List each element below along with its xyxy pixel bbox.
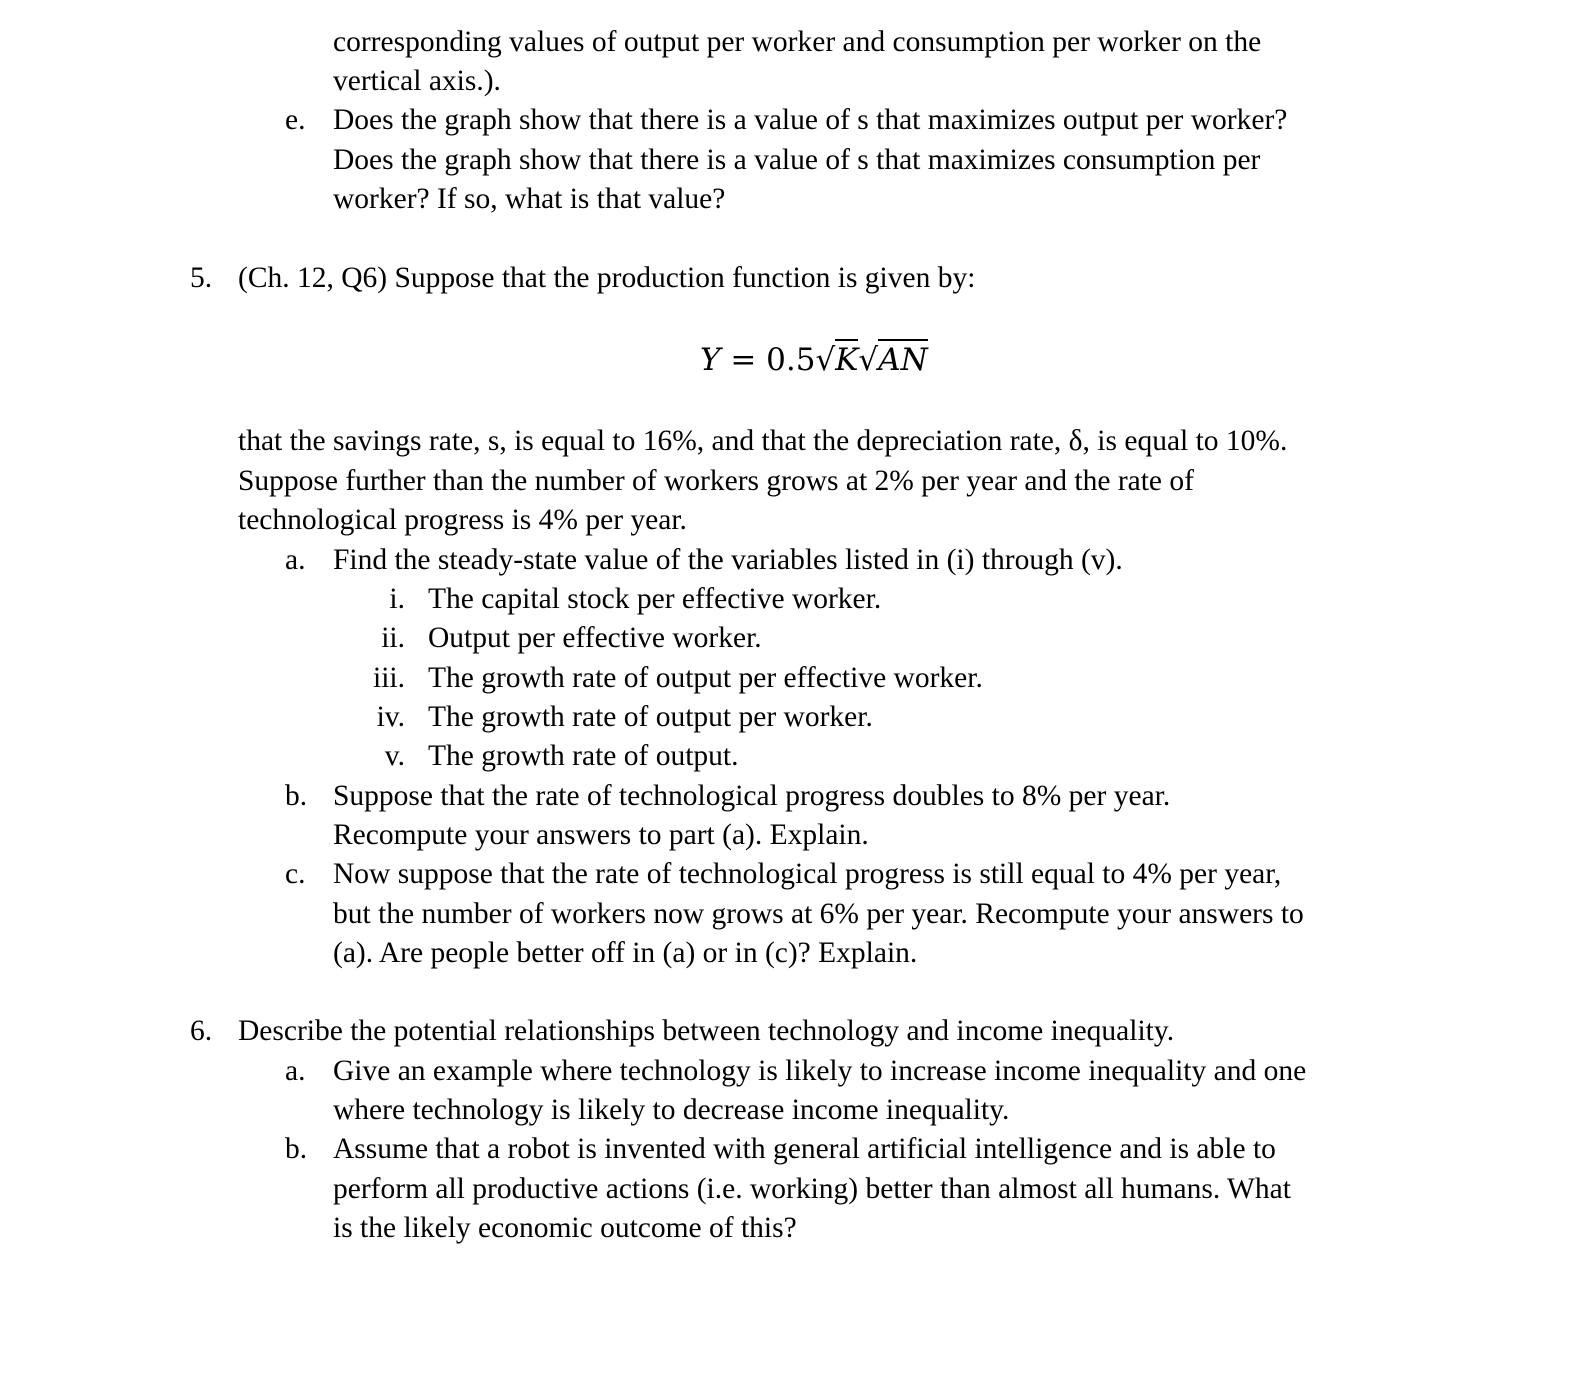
text-line: Recompute your answers to part (a). Explain. — [333, 819, 869, 851]
text-line: Assume that a robot is invented with general artificial intelligence and is able to — [333, 1133, 1276, 1165]
list-item: The growth rate of output per worker. — [428, 701, 873, 733]
question-number: 6. — [190, 1015, 213, 1047]
list-item: The capital stock per effective worker. — [428, 583, 882, 615]
eq-root-k: K — [835, 339, 858, 378]
list-item: The growth rate of output. — [428, 740, 739, 772]
text-line: where technology is likely to decrease income inequality. — [333, 1094, 1010, 1126]
item-label: a. — [285, 1055, 306, 1087]
text-line: (a). Are people better off in (a) or in (c)? Explain. — [333, 937, 918, 969]
item-label: c. — [285, 858, 306, 890]
item-label: e. — [285, 104, 306, 136]
question-intro: (Ch. 12, Q6) Suppose that the production function is given by: — [238, 262, 976, 294]
text-line: worker? If so, what is that value? — [333, 183, 726, 215]
text-line: Does the graph show that there is a value of s that maximizes consumption per — [333, 144, 1261, 176]
roman-label: i. — [389, 583, 405, 615]
roman-label: v. — [384, 740, 405, 772]
item-label: b. — [285, 780, 308, 812]
question-intro: Describe the potential relationships between technology and income inequality. — [238, 1015, 1175, 1047]
sqrt-icon: √ — [815, 342, 836, 378]
text-line: Give an example where technology is likely to increase income inequality and one — [333, 1055, 1307, 1087]
text-line: but the number of workers now grows at 6% per year. Recompute your answers to — [333, 898, 1304, 930]
text-line: Find the steady-state value of the variables listed in (i) through (v). — [333, 544, 1123, 576]
eq-coef: 0.5 — [766, 342, 816, 378]
text-line: vertical axis.). — [333, 65, 501, 97]
text-line: Now suppose that the rate of technological progress is still equal to 4% per year, — [333, 858, 1282, 890]
eq-equals: = — [730, 342, 757, 378]
list-item: The growth rate of output per effective worker. — [428, 662, 983, 694]
question-number: 5. — [190, 262, 213, 294]
text-line: corresponding values of output per worker and consumption per worker on the — [333, 26, 1262, 58]
text-line: Suppose further than the number of workers grows at 2% per year and the rate of — [238, 465, 1194, 497]
roman-label: iii. — [373, 662, 405, 694]
roman-label: iv. — [376, 701, 405, 733]
text-line: is the likely economic outcome of this? — [333, 1212, 797, 1244]
text-line: Does the graph show that there is a value of s that maximizes output per worker? — [333, 104, 1288, 136]
item-label: b. — [285, 1133, 308, 1165]
list-item: Output per effective worker. — [428, 622, 762, 654]
roman-label: ii. — [381, 622, 405, 654]
production-function-equation — [700, 338, 928, 382]
text-line: Suppose that the rate of technological progress doubles to 8% per year. — [333, 780, 1171, 812]
eq-root-an: AN — [878, 339, 928, 378]
text-line: perform all productive actions (i.e. working) better than almost all humans. What — [333, 1173, 1291, 1205]
eq-lhs: Y — [700, 342, 721, 378]
sqrt-icon: √ — [858, 342, 879, 378]
text-line: that the savings rate, s, is equal to 16%, and that the depreciation rate, δ, is equal to 10%. — [238, 425, 1288, 457]
item-label: a. — [285, 544, 306, 576]
text-line: technological progress is 4% per year. — [238, 504, 687, 536]
